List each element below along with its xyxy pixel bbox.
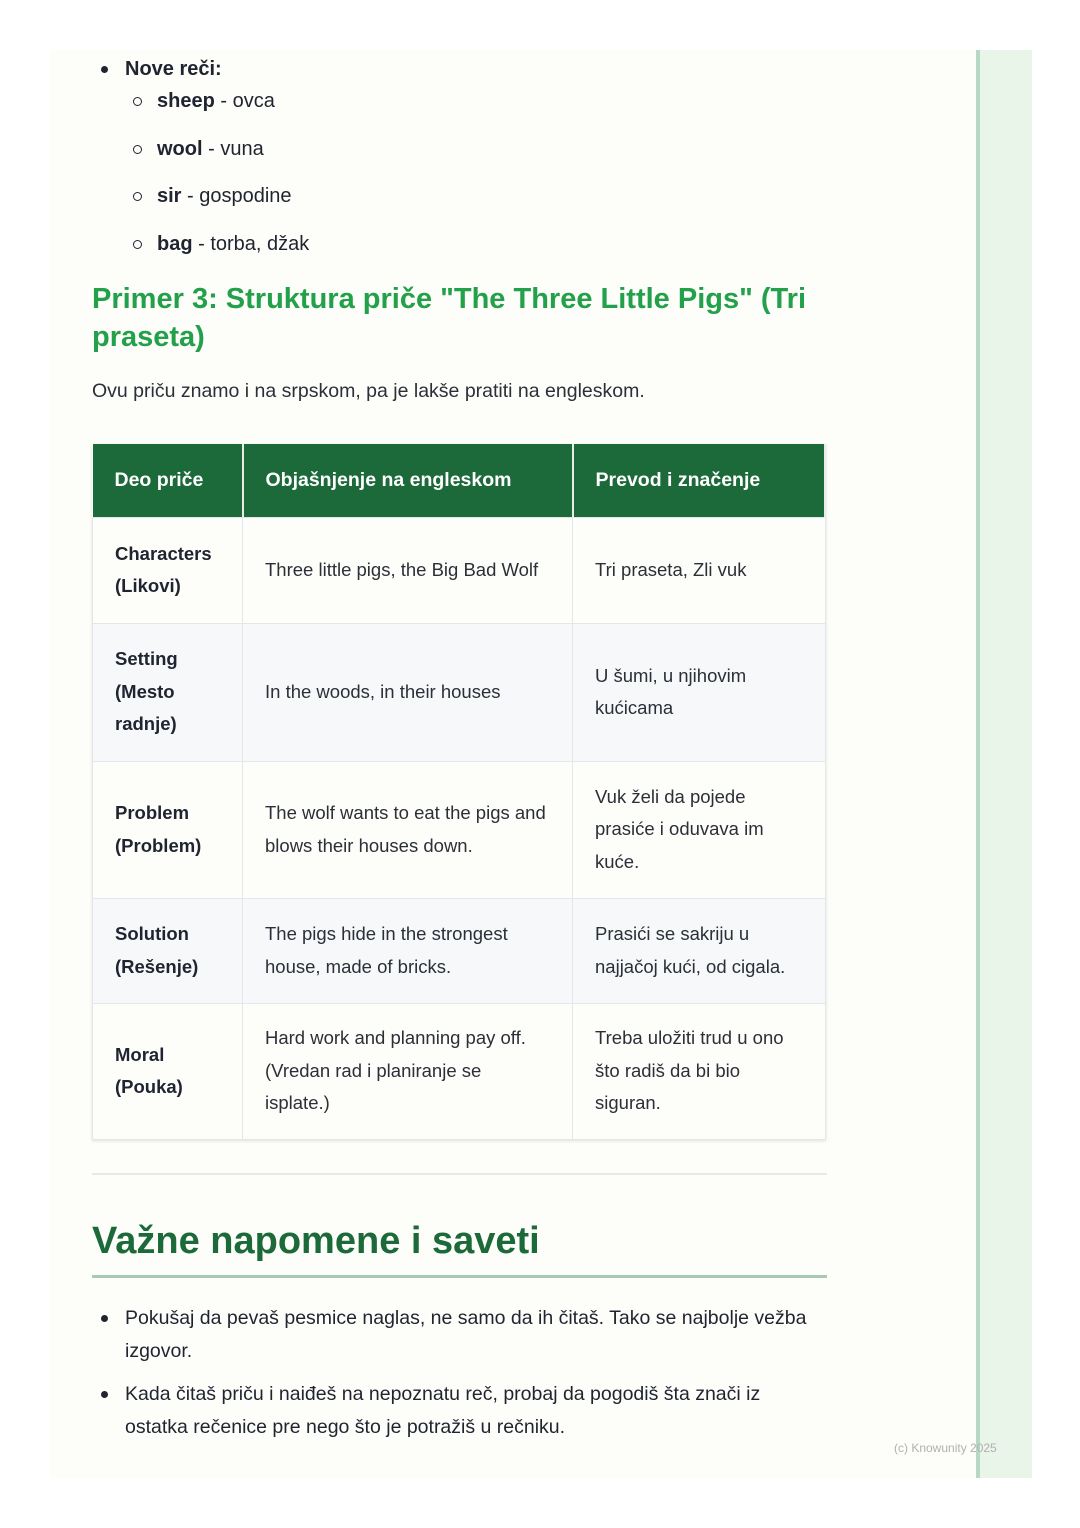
cell: Tri praseta, Zli vuk: [573, 517, 826, 623]
divider: [92, 1173, 827, 1175]
cell: In the woods, in their houses: [243, 623, 573, 761]
table-header: [93, 444, 826, 517]
vocab-item: [92, 135, 827, 179]
cell: The pigs hide in the strongest house, made of bricks.: [243, 898, 573, 1003]
cell: U šumi, u njihovim kućicama: [573, 623, 826, 761]
table-row: [93, 898, 826, 1003]
section-heading: Primer 3: Struktura priče "The Three Little Pigs" (Tri praseta): [92, 283, 807, 353]
cell: Moral (Pouka): [93, 1003, 243, 1139]
vocab-title-text: Nove reči:: [125, 58, 222, 80]
meaning: - vuna: [202, 137, 264, 160]
note-item: Kada čitaš priču i naiđeš na nepoznatu reč, probaj da pogodiš šta znači iz ostatka rečenice pre nego što je potražiš u rečniku.: [92, 1378, 827, 1444]
cell: Characters (Likovi): [93, 517, 243, 623]
notes-list: [92, 1302, 827, 1454]
table-row: [93, 517, 826, 623]
header-cell: Deo priče: [93, 444, 243, 517]
meaning: - torba, džak: [192, 232, 310, 255]
cell: Treba uložiti trud u ono što radiš da bi bio siguran.: [573, 1003, 826, 1139]
header-cell: Prevod i značenje: [573, 444, 826, 517]
notes-heading: Važne napomene i saveti: [92, 1220, 827, 1278]
table-row: [93, 623, 826, 761]
word: bag: [157, 232, 193, 255]
side-panel: [980, 50, 1032, 1478]
cell: Problem (Problem): [93, 761, 243, 898]
copyright: (c) Knowunity 2025: [894, 1441, 997, 1455]
vocab-item: [92, 230, 827, 274]
cell: Prasići se sakriju u najjačoj kući, od cigala.: [573, 898, 826, 1003]
word: sheep: [157, 90, 215, 112]
word: sir: [157, 185, 182, 207]
vocab-list: [92, 55, 827, 273]
cell: Three little pigs, the Big Bad Wolf: [243, 517, 573, 623]
meaning: - ovca: [214, 90, 275, 112]
cell: Hard work and planning pay off. (Vredan rad i planiranje se isplate.): [243, 1003, 573, 1139]
meaning: - gospodine: [181, 185, 292, 207]
cell: Vuk želi da pojede prasiće i oduvava im kuće.: [573, 761, 826, 898]
story-table: [92, 444, 826, 1140]
cell: Setting (Mesto radnje): [93, 623, 243, 761]
vocab-title: [92, 55, 827, 83]
cell: Solution (Rešenje): [93, 898, 243, 1003]
intro-text: Ovu priču znamo i na srpskom, pa je lakše pratiti na engleskom.: [92, 380, 645, 402]
cell: The wolf wants to eat the pigs and blows their houses down.: [243, 761, 573, 898]
word: wool: [157, 137, 203, 160]
table-row: [93, 761, 826, 898]
vocab-item: [92, 182, 827, 226]
header-cell: Objašnjenje na engleskom: [243, 444, 573, 517]
table-row: [93, 1003, 826, 1139]
note-item: Pokušaj da pevaš pesmice naglas, ne samo da ih čitaš. Tako se najbolje vežba izgovor.: [92, 1302, 827, 1368]
vocab-item: [92, 87, 827, 131]
